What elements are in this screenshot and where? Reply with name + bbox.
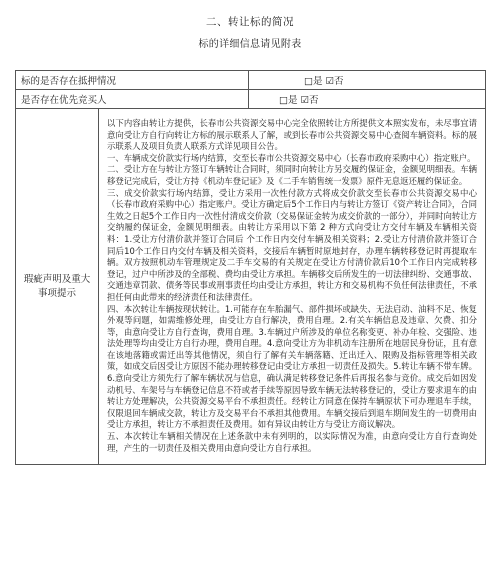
section-title: 二、转让标的简况: [206, 16, 294, 28]
notice-paragraph: 以下内容由转让方提供，长春市公共资源交易中心完全依照转让方所提供文本照实发布，未尽事宜请意向受让方自行向转让方标的展示联系人了解，或到长春市公共资源交易中心查阅车辆资料。标的展示联系人及项目负责人联系方式详见项目公告。: [107, 118, 478, 152]
notice-label: 瑕疵声明及重大事项提示: [16, 109, 99, 465]
priority-buyer-options: □是 ☑否: [249, 90, 486, 109]
table-row-mortgage: [16, 71, 486, 90]
notice-paragraph: 三、成交价款实行场内结算，受让方采用一次性付款方式将成交价款交至长春市公共资源交易中心（长春市政府采购中心）指定账户。受让方确定后5个工作日内与转让方签订《资产转让合同》，合同生效之日起5个工作日内一次性付清成交价款（交易保证金转为成交价款的一部分），并同时向转让方交纳履约保证金，金额见明细表。由转让方采用以下第 2 种方式向受让方交付车辆及车辆相关资料：1.受让方付清价款并签订合同后 个工作日内交付车辆及相关资料；2.受让方付清价款并签订合同后10个工作日内交付车辆及相关资料，交接后车辆暂时原地封存，办理车辆转移登记时再提取车辆。双方按照机动车管理规定及二手车交易的有关规定在受让方付清价款后10个工作日内完成转移登记，过户中所涉及的全部税、费均由受让方承担。车辆移交后所发生的一切法律纠纷、交通事故、交通违章罚款、债务等民事或刑事责任均由受让方承担，转让方和交易机构不负任何法律责任，不承担任何由此带来的经济责任和法律责任。: [107, 187, 478, 302]
notice-paragraph: 一、车辆成交价款实行场内结算，交至长春市公共资源交易中心（长春市政府采购中心）指定账户。: [107, 152, 476, 163]
notice-paragraph: 四、本次转让车辆按现状转让。1.可能存在车胎漏气、部件损坏或缺失、无法启动、油料不足、恢复外观等问题，如需维修处理，由受让方自行解决，费用自理。2.有关车辆信息及违章、欠费、扣分等，由意向受让方自行查询，费用自理。3.车辆过户所涉及的单位名称变更、补办年检、交强险、违法处理等均由受让方自行办理，费用自理。4.意向受让方为非机动车注册所在地居民身份证，且有意在该地落籍或需迁出等其他情况，须自行了解有关车辆落籍、迁出迁入、限购及指标管理等相关政策，如成交后因受让方原因不能办理转移登记由受让方承担一切责任及损失。5.转让车辆不带车牌。6.意向受让方须先行了解车辆状况与信息，确认满足转移登记条件后再报名参与竞价。成交后如因发动机号、车架号与车辆登记信息不符或者手续等原因导致车辆无法转移登记的，受让方要求退车的由转让方处理解决，公共资源交易平台不承担责任。经转让方同意在保持车辆原状下可办理退车手续，仅限退回车辆成交款，转让方及交易平台不承担其他费用。车辆交接后到退车期间发生的一切费用由受让方承担，转让方不承担责任及费用。如有异议由转让方与受让方商议解决。: [107, 303, 478, 430]
table-row-priority-buyer: [16, 90, 486, 109]
priority-buyer-label: 是否存在优先竞买人: [16, 90, 249, 109]
notice-paragraph: 五、本次转让车辆相关情况在上述条款中未有列明的，以实际情况为准，由意向受让方自行查询处理，产生的一切责任及相关费用由意向受让方自行承担。: [107, 431, 478, 453]
mortgage-label: 标的是否存在抵押情况: [16, 71, 249, 90]
table-row-notice: [16, 109, 486, 465]
notice-content: [99, 109, 486, 465]
info-table: [15, 70, 486, 465]
section-subtitle: 标的详细信息请见附表: [198, 39, 302, 50]
mortgage-options: □是 ☑否: [249, 71, 486, 90]
notice-paragraph: 二、受让方在与转让方签订车辆转让合同时，须同时向转让方另交履约保证金，金额见明细表。车辆移登记完成后，受让方持《机动车登记证》及《二手车销售统一发票》原件无息返还履约保证金。: [107, 164, 478, 186]
